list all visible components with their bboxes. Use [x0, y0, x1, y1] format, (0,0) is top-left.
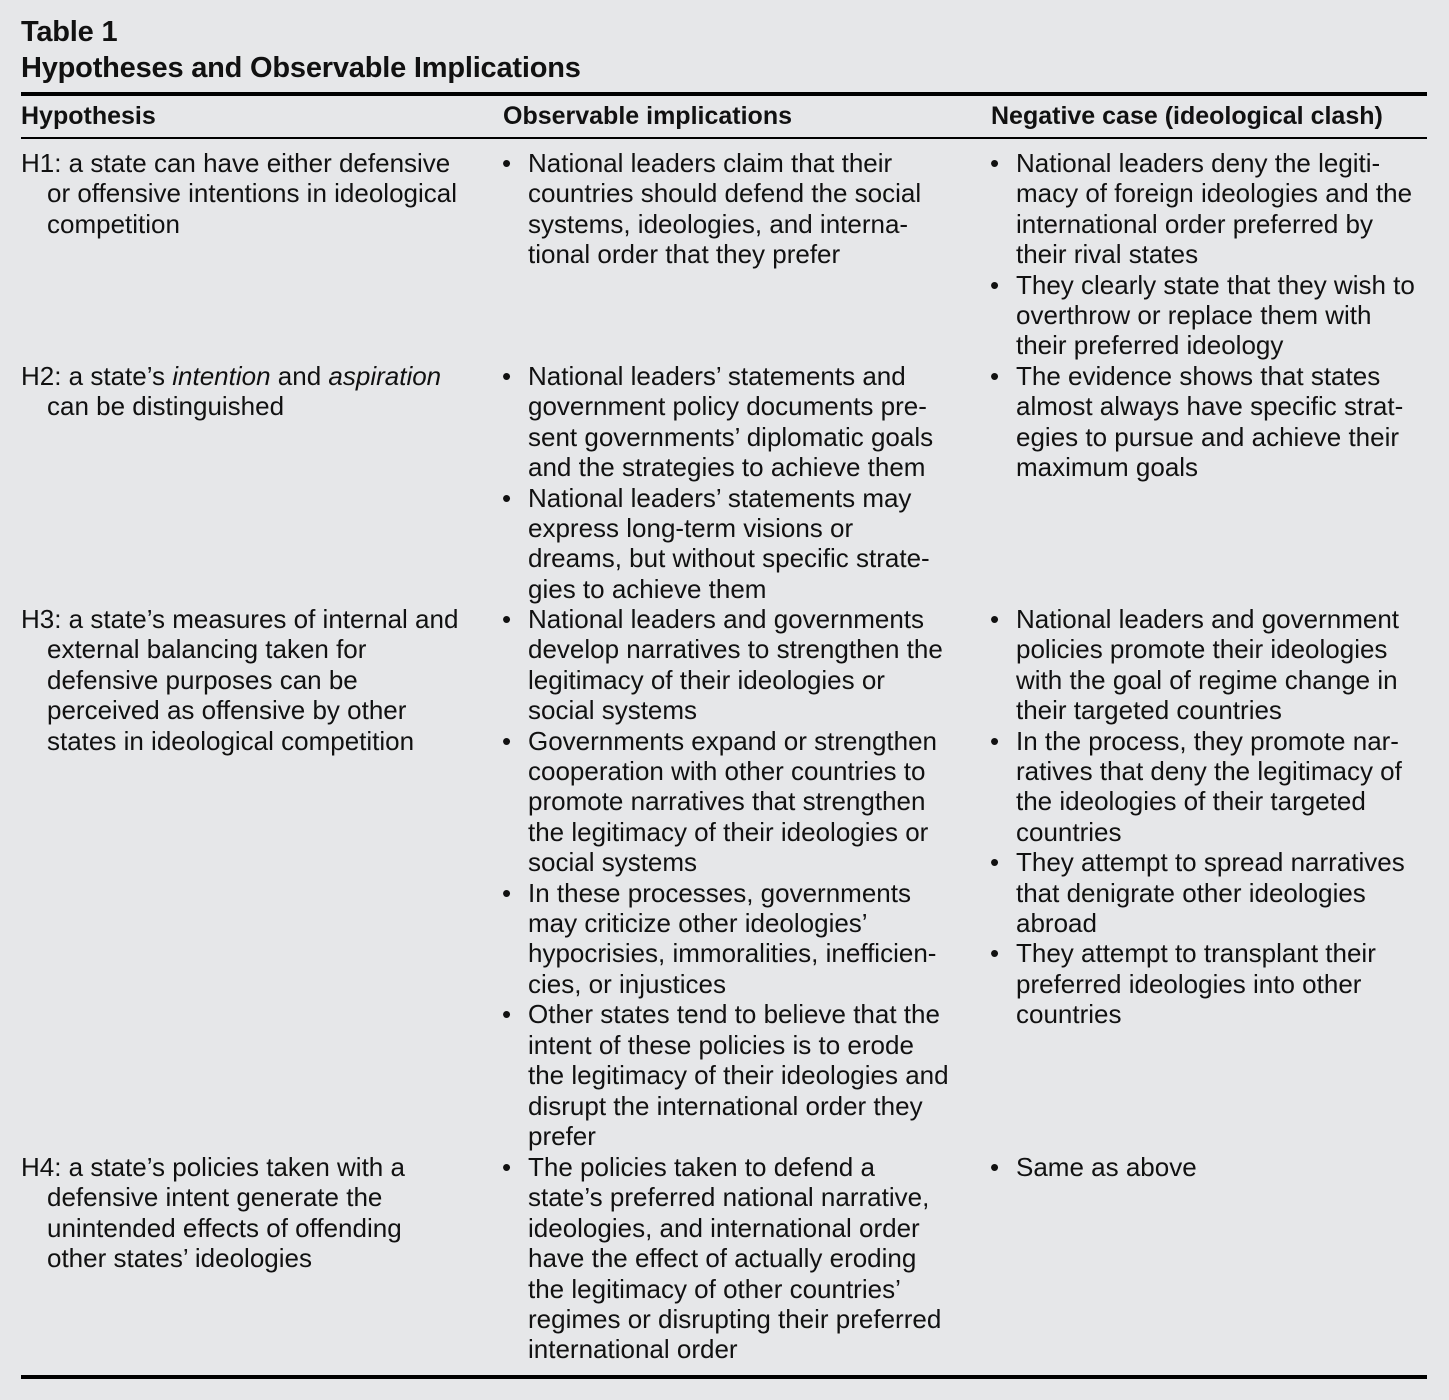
text-line: and the strategies to achieve them	[528, 452, 926, 483]
emphasis-text: aspiration	[328, 361, 442, 391]
text-line: develop narratives to strengthen the	[528, 634, 943, 665]
negative-case-cell	[990, 361, 1440, 483]
bullet-icon: •	[502, 604, 512, 634]
text-line: National leaders deny the legiti-	[1016, 148, 1381, 178]
bullet-icon: •	[990, 148, 1000, 178]
text-line: regimes or disrupting their preferred	[528, 1304, 942, 1335]
text-line: cooperation with other countries to	[528, 756, 926, 787]
text-line: express long-term visions or	[528, 513, 854, 544]
implications-cell	[502, 604, 962, 1151]
bullet-icon: •	[502, 877, 512, 908]
negative-case-bullet-item	[990, 847, 1440, 938]
implication-bullet-item	[502, 999, 962, 1151]
top-rule	[21, 92, 1427, 96]
negative-case-bullet-item	[990, 361, 1440, 483]
bullet-icon: •	[502, 999, 512, 1030]
text-line: H4: a state’s policies taken with a	[21, 1152, 405, 1182]
bullet-icon: •	[990, 938, 1000, 969]
text-line: tional order that they prefer	[528, 239, 841, 270]
text-line: have the effect of actually eroding	[528, 1243, 917, 1274]
text-line: Governments expand or strengthen	[528, 725, 938, 756]
text-line: other states’ ideologies	[47, 1243, 312, 1274]
text-line: with the goal of regime change in	[1016, 664, 1398, 695]
negative-case-bullet-item	[990, 148, 1440, 270]
header-rule	[21, 137, 1427, 139]
text-line: countries	[1016, 816, 1122, 847]
text-line: sent governments’ diplomatic goals	[528, 421, 934, 452]
text-line: ideologies, and international order	[528, 1212, 920, 1243]
column-header-negative-case: Negative case (ideological clash)	[991, 102, 1383, 130]
text-line: National leaders claim that their	[528, 148, 893, 178]
text-line: their targeted countries	[1016, 695, 1282, 726]
implication-bullet-item	[502, 726, 962, 878]
text-line: They attempt to spread narratives	[1016, 847, 1405, 878]
hypothesis-cell	[21, 361, 481, 422]
text-line: the legitimacy of their ideologies or	[528, 816, 929, 847]
text-line: macy of foreign ideologies and the	[1016, 178, 1413, 209]
column-header-hypothesis: Hypothesis	[21, 102, 156, 130]
text-line: National leaders’ statements and	[528, 361, 906, 391]
bullet-icon: •	[990, 269, 1000, 300]
text-line: They attempt to transplant their	[1016, 938, 1376, 969]
text-line: Same as above	[1016, 1152, 1197, 1182]
negative-case-bullet-item	[990, 604, 1440, 726]
bullet-icon: •	[502, 361, 512, 391]
bullet-icon: •	[502, 482, 512, 513]
text-line: dreams, but without specific strate-	[528, 543, 930, 574]
text-line: states in ideological competition	[47, 725, 415, 756]
implication-bullet-item	[502, 604, 962, 726]
negative-case-cell	[990, 604, 1440, 1030]
text-line: can be distinguished	[47, 391, 285, 422]
text-line: may criticize other ideologies’	[528, 908, 868, 939]
hypothesis-cell	[21, 1152, 481, 1274]
text-line: countries	[1016, 999, 1122, 1030]
text-line: international order	[528, 1334, 738, 1365]
bullet-icon: •	[990, 725, 1000, 756]
bullet-icon: •	[502, 148, 512, 178]
text-line: maximum goals	[1016, 452, 1199, 483]
text-line: H3: a state’s measures of internal and	[21, 604, 459, 634]
table-title: Hypotheses and Observable Implications	[21, 52, 581, 84]
negative-case-bullet-item	[990, 938, 1440, 1029]
text-line: defensive intent generate the	[47, 1182, 383, 1213]
implications-cell	[502, 361, 962, 604]
text-line: countries should defend the social	[528, 178, 922, 209]
emphasis-text: intention	[172, 361, 271, 391]
implication-bullet-item	[502, 483, 962, 605]
bullet-icon: •	[990, 1152, 1000, 1182]
text-line: or offensive intentions in ideological	[47, 178, 458, 209]
negative-case-bullet-item	[990, 726, 1440, 848]
text-line: cies, or injustices	[528, 968, 726, 999]
text-line: In these processes, governments	[528, 877, 911, 908]
text-line: H2: a state’s intention and aspiration	[21, 361, 442, 391]
bullet-icon: •	[502, 725, 512, 756]
text-line: Other states tend to believe that the	[528, 999, 940, 1030]
text-line: National leaders and government	[1016, 604, 1400, 634]
bullet-icon: •	[990, 847, 1000, 878]
text-line: disrupt the international order they	[528, 1090, 923, 1121]
text-line: abroad	[1016, 908, 1097, 939]
text-line: The policies taken to defend a	[528, 1152, 875, 1182]
text-line: egies to pursue and achieve their	[1016, 421, 1400, 452]
negative-case-bullet-item	[990, 1152, 1440, 1182]
hypothesis-cell	[21, 148, 481, 239]
bullet-icon: •	[990, 361, 1000, 391]
bullet-icon: •	[502, 1152, 512, 1182]
text-line: hypocrisies, immoralities, inefficien-	[528, 938, 937, 969]
text-line: legitimacy of their ideologies or	[528, 664, 885, 695]
text-line: the legitimacy of other countries’	[528, 1273, 901, 1304]
text-line: prefer	[528, 1120, 596, 1151]
text-line: unintended effects of offending	[47, 1212, 402, 1243]
table-label: Table 1	[21, 16, 118, 48]
text-line: overthrow or replace them with	[1016, 300, 1372, 331]
text-line: ratives that deny the legitimacy of	[1016, 756, 1402, 787]
bullet-icon: •	[990, 604, 1000, 634]
text-line: H1: a state can have either defensive	[21, 148, 451, 178]
negative-case-cell	[990, 148, 1440, 361]
negative-case-cell	[990, 1152, 1440, 1182]
hypothesis-cell	[21, 604, 481, 756]
text-line: National leaders’ statements may	[528, 482, 912, 513]
text-line: In the process, they promote nar-	[1016, 725, 1399, 756]
text-line: external balancing taken for	[47, 634, 367, 665]
text-line: social systems	[528, 847, 698, 878]
text-line: National leaders and governments	[528, 604, 925, 634]
text-line: intent of these policies is to erode	[528, 1029, 914, 1060]
bottom-rule	[21, 1375, 1427, 1379]
table-caption	[21, 14, 581, 86]
text-line: the ideologies of their targeted	[1016, 786, 1366, 817]
implications-cell	[502, 1152, 962, 1365]
text-line: They clearly state that they wish to	[1016, 269, 1415, 300]
column-header-implications: Observable implications	[503, 102, 792, 130]
text-line: state’s preferred national narrative,	[528, 1182, 930, 1213]
implication-bullet-item	[502, 148, 962, 270]
implication-bullet-item	[502, 1152, 962, 1365]
text-line: perceived as offensive by other	[47, 695, 407, 726]
implications-cell	[502, 148, 962, 270]
text-line: competition	[47, 208, 180, 239]
negative-case-bullet-item	[990, 270, 1440, 361]
text-line: policies promote their ideologies	[1016, 634, 1388, 665]
text-line: The evidence shows that states	[1016, 361, 1381, 391]
text-line: systems, ideologies, and interna-	[528, 208, 909, 239]
text-line: that denigrate other ideologies	[1016, 877, 1366, 908]
text-line: promote narratives that strengthen	[528, 786, 926, 817]
text-line: social systems	[528, 695, 698, 726]
implication-bullet-item	[502, 361, 962, 483]
text-line: the legitimacy of their ideologies and	[528, 1060, 949, 1091]
text-line: gies to achieve them	[528, 573, 767, 604]
text-line: defensive purposes can be	[47, 664, 358, 695]
text-line: preferred ideologies into other	[1016, 968, 1362, 999]
text-line: international order preferred by	[1016, 208, 1373, 239]
text-line: their rival states	[1016, 239, 1199, 270]
text-line: government policy documents pre-	[528, 391, 927, 422]
implication-bullet-item	[502, 878, 962, 1000]
text-line: their preferred ideology	[1016, 330, 1284, 361]
text-line: almost always have specific strat-	[1016, 391, 1404, 422]
